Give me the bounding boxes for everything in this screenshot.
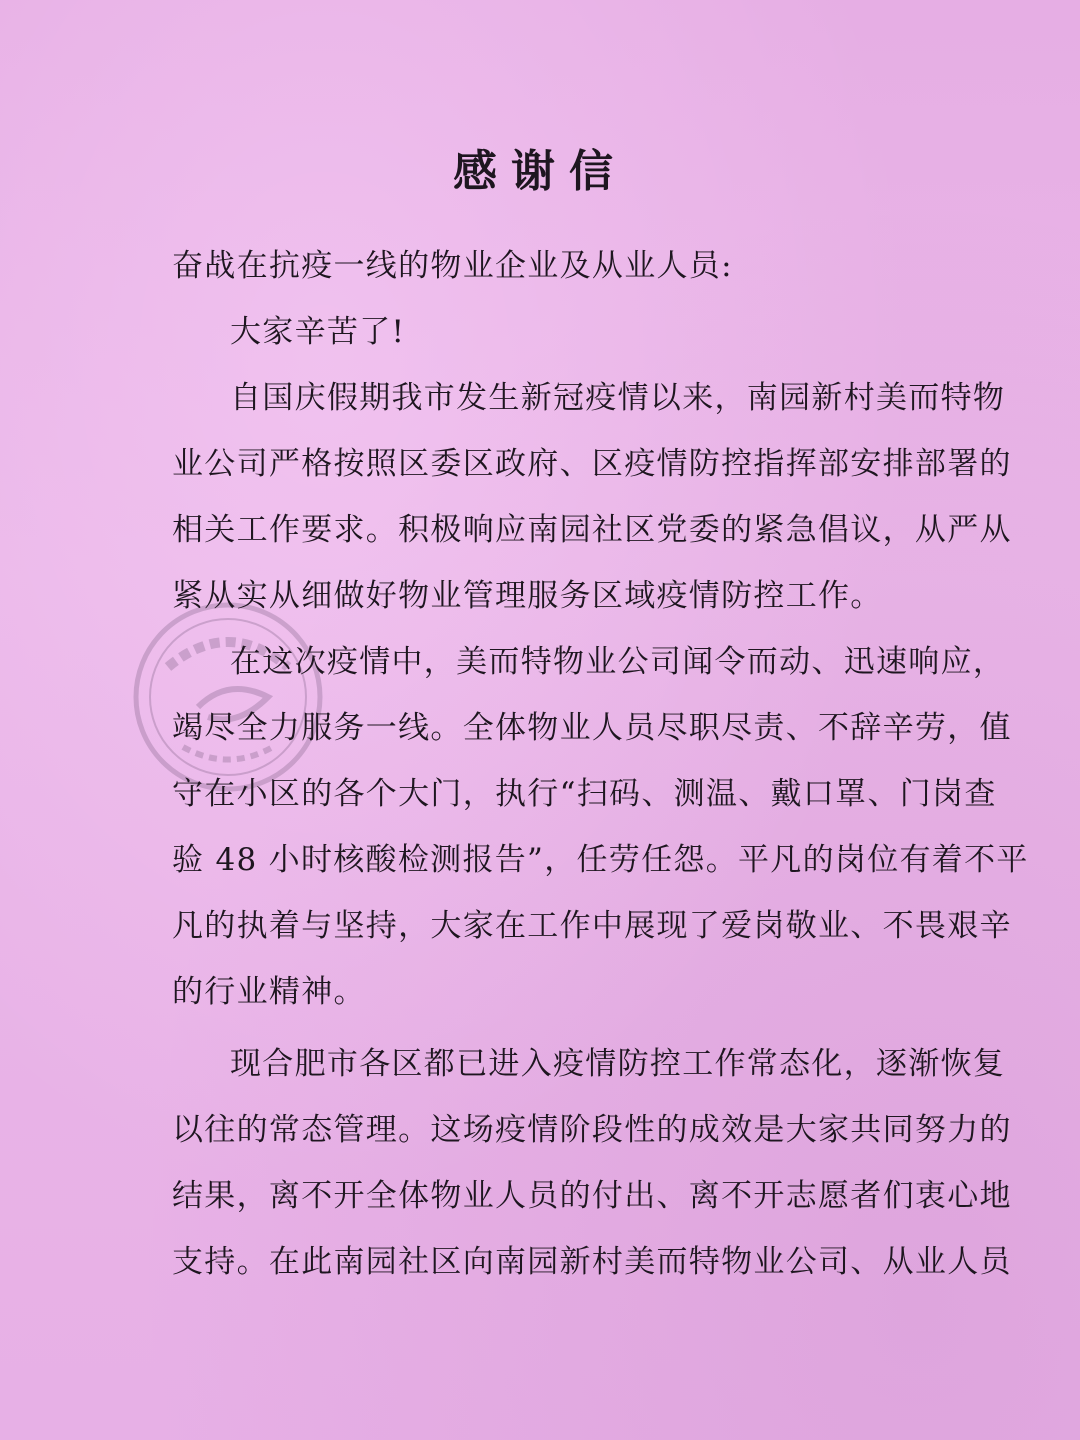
body-line-6: 竭尽全力服务一线。全体物业人员尽职尽责、不辞辛劳，值 [172,710,1012,746]
body-line-2: 业公司严格按照区委区政府、区疫情防控指挥部安排部署的 [172,446,1012,482]
body-line-10: 的行业精神。 [172,974,366,1010]
body-line-9: 凡的执着与坚持，大家在工作中展现了爱岗敬业、不畏艰辛 [172,908,1012,944]
body-line-1: 自国庆假期我市发生新冠疫情以来，南园新村美而特物 [230,380,1006,416]
body-line-13: 结果，离不开全体物业人员的付出、离不开志愿者们衷心地 [172,1178,1012,1214]
body-line-3: 相关工作要求。积极响应南园社区党委的紧急倡议，从严从 [172,512,1012,548]
body-line-12: 以往的常态管理。这场疫情阶段性的成效是大家共同努力的 [172,1112,1012,1148]
body-line-11: 现合肥市各区都已进入疫情防控工作常态化，逐渐恢复 [230,1046,1006,1082]
body-line-14: 支持。在此南园社区向南园新村美而特物业公司、从业人员 [172,1244,1012,1280]
greeting: 大家辛苦了! [230,314,406,350]
letter-title: 感谢信 [453,146,627,197]
salutation: 奋战在抗疫一线的物业企业及从业人员: [172,248,733,284]
faded-seal-stamp [128,597,328,797]
body-line-8: 验 48 小时核酸检测报告”，任劳任怨。平凡的岗位有着不平 [172,842,1029,878]
body-line-7: 守在小区的各个大门，执行“扫码、测温、戴口罩、门岗查 [172,776,997,812]
body-line-4: 紧从实从细做好物业管理服务区域疫情防控工作。 [172,578,883,614]
body-line-5: 在这次疫情中，美而特物业公司闻令而动、迅速响应， [230,644,1006,680]
